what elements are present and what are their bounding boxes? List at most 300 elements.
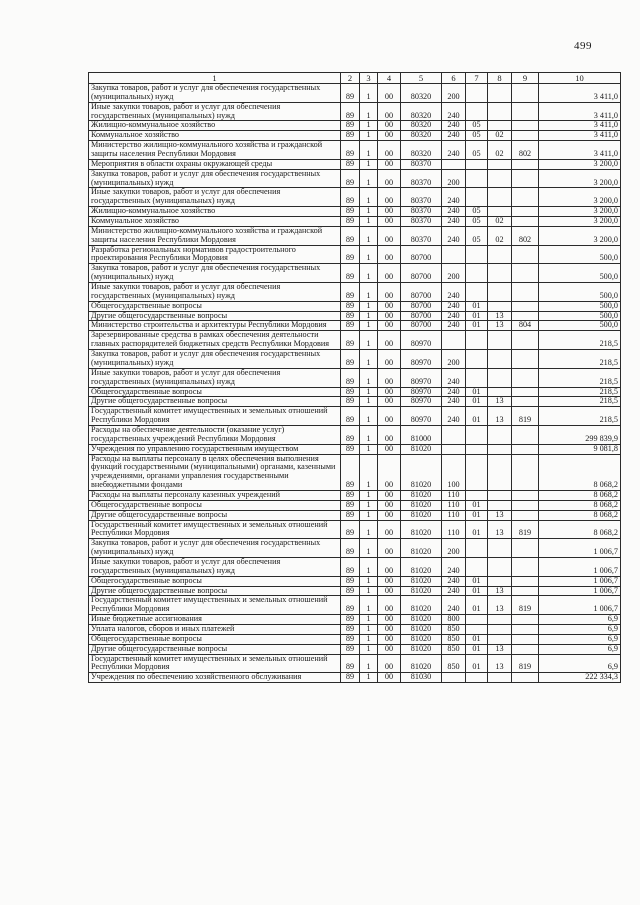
table-body — [89, 84, 621, 683]
table-row — [89, 84, 621, 103]
row-col4: 00 — [378, 207, 401, 217]
row-col3: 1 — [360, 84, 378, 103]
row-col2: 89 — [341, 207, 360, 217]
row-col7: 05 — [466, 207, 488, 217]
row-col9 — [512, 634, 539, 644]
table-row — [89, 490, 621, 500]
row-col9 — [512, 169, 539, 188]
row-col4: 00 — [378, 141, 401, 160]
row-col7: 05 — [466, 141, 488, 160]
row-col8: 13 — [488, 644, 512, 654]
row-col2: 89 — [341, 264, 360, 283]
row-col3: 1 — [360, 425, 378, 444]
row-col7 — [466, 557, 488, 576]
row-amount: 6,9 — [539, 634, 621, 644]
row-name: Закупка товаров, работ и услуг для обеспечения государственных (муниципальных) нужд — [89, 264, 341, 283]
table-row — [89, 407, 621, 426]
row-amount: 222 334,3 — [539, 673, 621, 683]
table-row — [89, 217, 621, 227]
row-name: Общегосударственные вопросы — [89, 576, 341, 586]
row-col4: 00 — [378, 283, 401, 302]
row-name: Расходы на выплаты персоналу в целях обеспечения выполнения функций государственными (муниципальными) органами, казенными учреждениями, органами управления государственными внебюджетными фондами — [89, 454, 341, 490]
row-col4: 00 — [378, 673, 401, 683]
row-col9 — [512, 301, 539, 311]
table-row — [89, 301, 621, 311]
row-col2: 89 — [341, 644, 360, 654]
row-amount: 1 006,7 — [539, 586, 621, 596]
row-col4: 00 — [378, 321, 401, 331]
row-col6: 240 — [442, 283, 466, 302]
row-col2: 89 — [341, 169, 360, 188]
row-col5: 80700 — [401, 264, 442, 283]
row-col6: 240 — [442, 586, 466, 596]
table-row — [89, 673, 621, 683]
row-col4: 00 — [378, 425, 401, 444]
row-col3: 1 — [360, 539, 378, 558]
row-col6: 200 — [442, 84, 466, 103]
row-col6: 240 — [442, 301, 466, 311]
row-amount: 218,5 — [539, 397, 621, 407]
row-col5: 80700 — [401, 311, 442, 321]
row-col5: 80970 — [401, 350, 442, 369]
row-col9 — [512, 490, 539, 500]
row-name: Мероприятия в области охраны окружающей среды — [89, 159, 341, 169]
row-col5: 80320 — [401, 141, 442, 160]
table-row — [89, 283, 621, 302]
row-col6 — [442, 444, 466, 454]
row-col6 — [442, 159, 466, 169]
row-col7: 01 — [466, 397, 488, 407]
table-row — [89, 444, 621, 454]
row-col4: 00 — [378, 311, 401, 321]
row-col7: 01 — [466, 634, 488, 644]
row-col8 — [488, 102, 512, 121]
row-col7 — [466, 624, 488, 634]
row-col2: 89 — [341, 596, 360, 615]
table-row — [89, 159, 621, 169]
row-col9: 819 — [512, 596, 539, 615]
row-col8 — [488, 454, 512, 490]
row-col3: 1 — [360, 350, 378, 369]
row-amount: 500,0 — [539, 264, 621, 283]
row-col8: 02 — [488, 141, 512, 160]
row-col3: 1 — [360, 283, 378, 302]
row-col9 — [512, 557, 539, 576]
table-row — [89, 615, 621, 625]
row-col6 — [442, 673, 466, 683]
row-col2: 89 — [341, 217, 360, 227]
row-name: Закупка товаров, работ и услуг для обеспечения государственных (муниципальных) нужд — [89, 539, 341, 558]
row-col5: 81020 — [401, 596, 442, 615]
row-col2: 89 — [341, 331, 360, 350]
row-col8: 13 — [488, 520, 512, 539]
row-col4: 00 — [378, 520, 401, 539]
column-header: 6 — [442, 73, 466, 84]
row-col6: 240 — [442, 407, 466, 426]
budget-table — [88, 72, 621, 683]
row-name: Коммунальное хозяйство — [89, 131, 341, 141]
row-col6 — [442, 425, 466, 444]
row-col3: 1 — [360, 301, 378, 311]
row-col7: 01 — [466, 311, 488, 321]
row-col2: 89 — [341, 557, 360, 576]
row-amount: 6,9 — [539, 644, 621, 654]
row-col9 — [512, 159, 539, 169]
row-amount: 3 200,0 — [539, 226, 621, 245]
row-col9 — [512, 425, 539, 444]
row-col2: 89 — [341, 368, 360, 387]
row-col3: 1 — [360, 596, 378, 615]
row-name: Государственный комитет имущественных и земельных отношений Республики Мордовия — [89, 654, 341, 673]
row-col5: 81020 — [401, 520, 442, 539]
row-col5: 80970 — [401, 331, 442, 350]
row-col9 — [512, 84, 539, 103]
row-col9: 804 — [512, 321, 539, 331]
row-col5: 80370 — [401, 226, 442, 245]
row-col5: 81020 — [401, 644, 442, 654]
row-amount: 3 200,0 — [539, 169, 621, 188]
row-col2: 89 — [341, 141, 360, 160]
row-col6: 240 — [442, 387, 466, 397]
row-amount: 3 411,0 — [539, 141, 621, 160]
row-col3: 1 — [360, 500, 378, 510]
row-col3: 1 — [360, 654, 378, 673]
row-col2: 89 — [341, 624, 360, 634]
row-amount: 6,9 — [539, 624, 621, 634]
row-col7 — [466, 331, 488, 350]
row-col7: 01 — [466, 500, 488, 510]
row-col4: 00 — [378, 368, 401, 387]
row-col3: 1 — [360, 311, 378, 321]
row-col3: 1 — [360, 387, 378, 397]
row-col3: 1 — [360, 188, 378, 207]
row-col4: 00 — [378, 169, 401, 188]
row-col8 — [488, 539, 512, 558]
row-col4: 00 — [378, 245, 401, 264]
table-row — [89, 425, 621, 444]
row-col3: 1 — [360, 407, 378, 426]
row-name: Государственный комитет имущественных и земельных отношений Республики Мордовия — [89, 596, 341, 615]
row-col2: 89 — [341, 520, 360, 539]
row-col4: 00 — [378, 217, 401, 227]
row-col3: 1 — [360, 217, 378, 227]
row-col3: 1 — [360, 226, 378, 245]
row-col4: 00 — [378, 557, 401, 576]
row-col8: 13 — [488, 321, 512, 331]
row-col6: 100 — [442, 454, 466, 490]
row-col3: 1 — [360, 586, 378, 596]
column-header: 8 — [488, 73, 512, 84]
row-amount: 299 839,9 — [539, 425, 621, 444]
row-name: Закупка товаров, работ и услуг для обеспечения государственных (муниципальных) нужд — [89, 84, 341, 103]
row-col6: 240 — [442, 217, 466, 227]
row-amount: 500,0 — [539, 321, 621, 331]
row-col6: 850 — [442, 634, 466, 644]
row-col8 — [488, 264, 512, 283]
row-col2: 89 — [341, 159, 360, 169]
row-col9: 819 — [512, 520, 539, 539]
row-col3: 1 — [360, 576, 378, 586]
row-col6: 850 — [442, 654, 466, 673]
row-name: Министерство жилищно-коммунального хозяйства и гражданской защиты населения Республики Мордовия — [89, 141, 341, 160]
row-col7 — [466, 84, 488, 103]
row-col5: 80370 — [401, 217, 442, 227]
row-amount: 218,5 — [539, 350, 621, 369]
row-col6: 800 — [442, 615, 466, 625]
row-col2: 89 — [341, 634, 360, 644]
row-col4: 00 — [378, 84, 401, 103]
row-col6: 240 — [442, 141, 466, 160]
table-row — [89, 454, 621, 490]
table-row — [89, 350, 621, 369]
row-col6: 850 — [442, 624, 466, 634]
table-row — [89, 264, 621, 283]
row-name: Государственный комитет имущественных и земельных отношений Республики Мордовия — [89, 520, 341, 539]
table-row — [89, 654, 621, 673]
row-col9 — [512, 624, 539, 634]
row-col6: 110 — [442, 510, 466, 520]
row-col9 — [512, 245, 539, 264]
row-amount: 218,5 — [539, 407, 621, 426]
row-col5: 81020 — [401, 444, 442, 454]
row-col3: 1 — [360, 557, 378, 576]
row-col8 — [488, 500, 512, 510]
row-col3: 1 — [360, 624, 378, 634]
table-row — [89, 576, 621, 586]
row-amount: 3 200,0 — [539, 207, 621, 217]
row-col2: 89 — [341, 350, 360, 369]
row-col8: 02 — [488, 217, 512, 227]
row-col4: 00 — [378, 102, 401, 121]
row-name: Уплата налогов, сборов и иных платежей — [89, 624, 341, 634]
row-col7: 01 — [466, 510, 488, 520]
row-col2: 89 — [341, 539, 360, 558]
row-col3: 1 — [360, 159, 378, 169]
row-name: Коммунальное хозяйство — [89, 217, 341, 227]
row-col9 — [512, 586, 539, 596]
row-col5: 81020 — [401, 510, 442, 520]
row-col5: 80970 — [401, 407, 442, 426]
row-col2: 89 — [341, 397, 360, 407]
row-col7: 01 — [466, 387, 488, 397]
row-col8 — [488, 283, 512, 302]
table-row — [89, 141, 621, 160]
row-col9 — [512, 217, 539, 227]
row-name: Закупка товаров, работ и услуг для обеспечения государственных (муниципальных) нужд — [89, 169, 341, 188]
row-name: Учреждения по обеспечению хозяйственного обслуживания — [89, 673, 341, 683]
row-col7 — [466, 368, 488, 387]
row-col4: 00 — [378, 490, 401, 500]
row-col5: 80370 — [401, 207, 442, 217]
row-col8 — [488, 634, 512, 644]
row-col3: 1 — [360, 131, 378, 141]
table-row — [89, 188, 621, 207]
row-col8 — [488, 301, 512, 311]
row-name: Другие общегосударственные вопросы — [89, 397, 341, 407]
row-col8 — [488, 576, 512, 586]
row-col2: 89 — [341, 131, 360, 141]
row-col6: 200 — [442, 350, 466, 369]
row-col4: 00 — [378, 654, 401, 673]
row-col4: 00 — [378, 301, 401, 311]
row-amount: 6,9 — [539, 654, 621, 673]
row-col7 — [466, 159, 488, 169]
row-col7: 05 — [466, 226, 488, 245]
row-col7 — [466, 539, 488, 558]
row-col4: 00 — [378, 596, 401, 615]
row-col6: 240 — [442, 596, 466, 615]
row-col6: 200 — [442, 264, 466, 283]
table-row — [89, 207, 621, 217]
row-col4: 00 — [378, 387, 401, 397]
table-row — [89, 387, 621, 397]
row-col7 — [466, 102, 488, 121]
row-name: Иные закупки товаров, работ и услуг для обеспечения государственных (муниципальных) нужд — [89, 368, 341, 387]
row-col7: 01 — [466, 301, 488, 311]
row-col6: 240 — [442, 226, 466, 245]
row-col4: 00 — [378, 226, 401, 245]
row-col5: 81020 — [401, 654, 442, 673]
row-col7: 01 — [466, 586, 488, 596]
row-amount: 218,5 — [539, 368, 621, 387]
row-col8 — [488, 425, 512, 444]
row-col3: 1 — [360, 368, 378, 387]
table-row — [89, 226, 621, 245]
row-col6: 240 — [442, 311, 466, 321]
row-col8 — [488, 615, 512, 625]
row-col2: 89 — [341, 311, 360, 321]
row-name: Расходы на выплаты персоналу казенных учреждений — [89, 490, 341, 500]
row-col5: 81020 — [401, 490, 442, 500]
row-col7 — [466, 188, 488, 207]
row-col3: 1 — [360, 207, 378, 217]
row-col6: 240 — [442, 397, 466, 407]
row-col5: 80700 — [401, 283, 442, 302]
row-col8 — [488, 331, 512, 350]
row-col7 — [466, 264, 488, 283]
row-col8 — [488, 673, 512, 683]
row-col5: 81020 — [401, 557, 442, 576]
row-col5: 80700 — [401, 301, 442, 311]
row-name: Иные закупки товаров, работ и услуг для обеспечения государственных (муниципальных) нужд — [89, 102, 341, 121]
column-header: 4 — [378, 73, 401, 84]
row-amount: 3 411,0 — [539, 84, 621, 103]
row-col3: 1 — [360, 121, 378, 131]
row-col8 — [488, 121, 512, 131]
row-amount: 500,0 — [539, 245, 621, 264]
row-name: Закупка товаров, работ и услуг для обеспечения государственных (муниципальных) нужд — [89, 350, 341, 369]
row-col2: 89 — [341, 245, 360, 264]
table-row — [89, 500, 621, 510]
table-row — [89, 397, 621, 407]
row-col2: 89 — [341, 84, 360, 103]
row-col2: 89 — [341, 226, 360, 245]
row-col9 — [512, 576, 539, 586]
row-col9 — [512, 311, 539, 321]
row-name: Общегосударственные вопросы — [89, 387, 341, 397]
row-amount: 6,9 — [539, 615, 621, 625]
row-col9 — [512, 539, 539, 558]
row-col8 — [488, 350, 512, 369]
row-col5: 81020 — [401, 634, 442, 644]
row-col9 — [512, 644, 539, 654]
row-col7 — [466, 615, 488, 625]
row-col7: 01 — [466, 576, 488, 586]
row-col7 — [466, 454, 488, 490]
row-col5: 81020 — [401, 454, 442, 490]
row-amount: 500,0 — [539, 283, 621, 302]
row-col6 — [442, 331, 466, 350]
row-col4: 00 — [378, 539, 401, 558]
table-row — [89, 520, 621, 539]
row-col2: 89 — [341, 188, 360, 207]
row-col9 — [512, 283, 539, 302]
row-name: Другие общегосударственные вопросы — [89, 586, 341, 596]
row-col5: 81000 — [401, 425, 442, 444]
row-col2: 89 — [341, 615, 360, 625]
row-col4: 00 — [378, 407, 401, 426]
row-col2: 89 — [341, 407, 360, 426]
row-col4: 00 — [378, 586, 401, 596]
row-col9: 819 — [512, 654, 539, 673]
row-col9 — [512, 207, 539, 217]
row-amount: 500,0 — [539, 311, 621, 321]
row-col8 — [488, 557, 512, 576]
row-col5: 80700 — [401, 245, 442, 264]
row-amount: 8 068,2 — [539, 454, 621, 490]
row-col5: 81030 — [401, 673, 442, 683]
row-amount: 1 006,7 — [539, 576, 621, 586]
row-col6: 200 — [442, 169, 466, 188]
row-col5: 80320 — [401, 121, 442, 131]
row-col6: 240 — [442, 102, 466, 121]
row-name: Министерство жилищно-коммунального хозяйства и гражданской защиты населения Республики Мордовия — [89, 226, 341, 245]
row-amount: 1 006,7 — [539, 539, 621, 558]
row-col9 — [512, 500, 539, 510]
table-row — [89, 624, 621, 634]
row-col9: 802 — [512, 226, 539, 245]
table-row — [89, 510, 621, 520]
row-amount: 3 411,0 — [539, 121, 621, 131]
row-name: Общегосударственные вопросы — [89, 634, 341, 644]
row-name: Другие общегосударственные вопросы — [89, 510, 341, 520]
row-col6: 240 — [442, 121, 466, 131]
column-header: 7 — [466, 73, 488, 84]
row-col5: 80320 — [401, 131, 442, 141]
row-col7 — [466, 169, 488, 188]
row-col7 — [466, 245, 488, 264]
row-col3: 1 — [360, 644, 378, 654]
row-col8 — [488, 490, 512, 500]
row-name: Расходы на обеспечение деятельности (оказание услуг) государственных учреждений Республики Мордовия — [89, 425, 341, 444]
row-col6: 240 — [442, 131, 466, 141]
row-col5: 80970 — [401, 387, 442, 397]
row-amount: 8 068,2 — [539, 520, 621, 539]
row-col4: 00 — [378, 634, 401, 644]
row-col3: 1 — [360, 615, 378, 625]
row-col3: 1 — [360, 141, 378, 160]
column-header: 9 — [512, 73, 539, 84]
row-col3: 1 — [360, 169, 378, 188]
row-col2: 89 — [341, 510, 360, 520]
row-col5: 80320 — [401, 84, 442, 103]
row-col7: 01 — [466, 520, 488, 539]
table-row — [89, 644, 621, 654]
table-row — [89, 596, 621, 615]
row-name: Разработка региональных нормативов градостроительного проектирования Республики Мордовия — [89, 245, 341, 264]
table-row — [89, 331, 621, 350]
row-col8: 13 — [488, 397, 512, 407]
